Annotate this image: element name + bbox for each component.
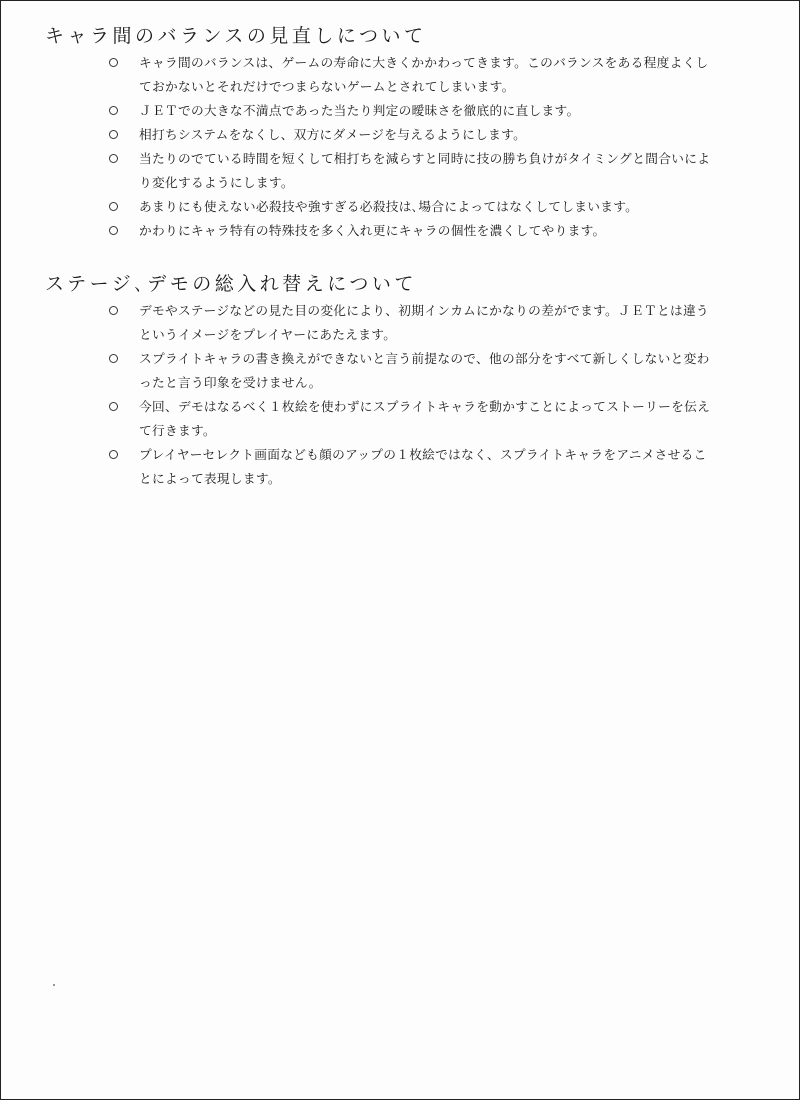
list-item — [109, 195, 719, 219]
list-item — [109, 51, 719, 99]
circle-bullet-icon — [109, 202, 118, 211]
section-heading: キャラ間のバランスの見直しについて — [45, 25, 427, 47]
list-item-text: ＪＥＴでの大きな不満点であった当たり判定の曖昧さを徹底的に直します。 — [139, 103, 580, 118]
bullet-list — [109, 51, 719, 243]
list-item-text: キャラ間のバランスは、ゲームの寿命に大きくかかわってきます。このバランスをある程度よくしておかないとそれだけでつまらないゲームとされてしまいます。 — [139, 55, 709, 94]
section-character-balance — [45, 25, 745, 238]
list-item — [109, 347, 719, 395]
circle-bullet-icon — [109, 402, 118, 411]
paper-speck — [53, 984, 55, 986]
list-item-text: 今回、デモはなるべく１枚絵を使わずにスプライトキャラを動かすことによってストーリーを伝えて行きます。 — [139, 399, 711, 438]
list-item-text: スプライトキャラの書き換えができないと言う前提なので、他の部分をすべて新しくしないと変わったと言う印象を受けません。 — [139, 351, 710, 390]
list-item-text: 当たりのでている時間を短くして相打ちを減らすと同時に技の勝ち負けがタイミングと間合いにより変化するようにします。 — [139, 151, 711, 190]
circle-bullet-icon — [109, 306, 118, 315]
section-heading: ステージ､デモの総入れ替えについて — [45, 273, 417, 295]
list-item — [109, 443, 719, 491]
list-item-text: デモやステージなどの見た目の変化により、初期インカムにかなりの差がでます。ＪＥＴとは違うというイメージをプレイヤーにあたえます。 — [139, 303, 709, 342]
list-item — [109, 99, 719, 123]
circle-bullet-icon — [109, 354, 118, 363]
circle-bullet-icon — [109, 130, 118, 139]
list-item — [109, 395, 719, 443]
circle-bullet-icon — [109, 450, 118, 459]
circle-bullet-icon — [109, 58, 118, 67]
list-item-text: あまりにも使えない必殺技や強すぎる必殺技は､場合によってはなくしてしまいます。 — [139, 199, 639, 214]
list-item-text: かわりにキャラ特有の特殊技を多く入れ更にキャラの個性を濃くしてやります。 — [139, 223, 606, 238]
bullet-list — [109, 299, 719, 491]
circle-bullet-icon — [109, 106, 118, 115]
list-item — [109, 147, 719, 195]
list-item-text: プレイヤーセレクト画面なども顔のアップの１枚絵ではなく、スプライトキャラをアニメさせることによって表現します。 — [139, 447, 707, 486]
list-item — [109, 123, 719, 147]
circle-bullet-icon — [109, 154, 118, 163]
list-item-text: 相打ちシステムをなくし、双方にダメージを与えるようにします。 — [139, 127, 527, 142]
list-item — [109, 299, 719, 347]
circle-bullet-icon — [109, 226, 118, 235]
list-item — [109, 219, 719, 243]
section-stage-demo-replacement — [45, 273, 745, 486]
